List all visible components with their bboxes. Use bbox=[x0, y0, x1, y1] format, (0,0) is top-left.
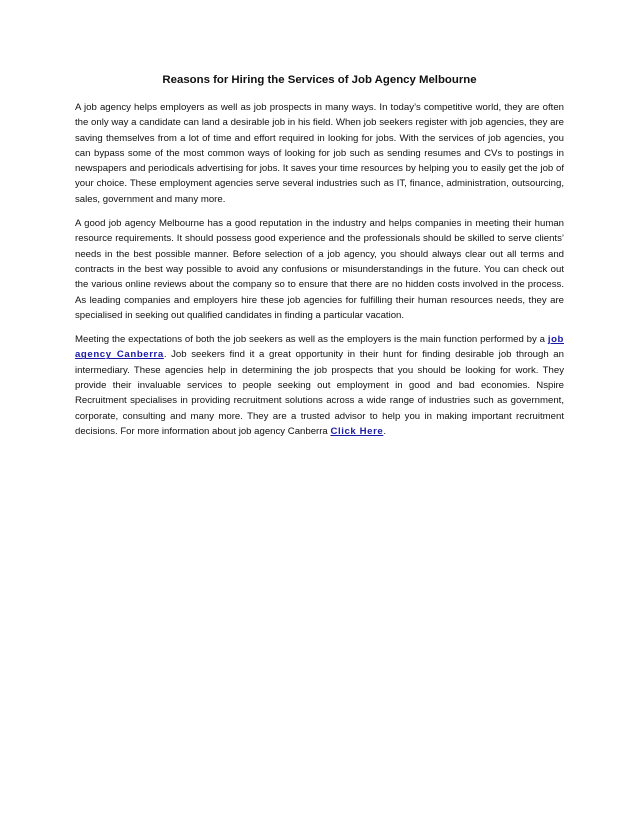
paragraph-2: A good job agency Melbourne has a good reputation in the industry and helps companies in meeting their human resource requirements. It should possess good experience and the professionals should be skilled to serve clients’ needs in the best possible manner. Before selection of a job agency, you should always clear out all terms and contracts in the best way possible to avoid any confusions or misunderstandings in the future. You can check out the various online reviews about the company so to ensure that there are no hidden costs involved in the process. As leading companies and employers hire these job agencies for fulfilling their human resources needs, they are specialised in seeking out qualified candidates in finding a particular vacation. bbox=[75, 218, 564, 321]
document-body bbox=[75, 72, 564, 448]
paragraph-3-text-middle: . Job seekers find it a great opportunity in their hunt for finding desirable job through an intermediary. These agencies help in determining the job prospects that you should be looking for work. They provide their invaluable services to people seeking out employment in good and bad economies. Nspire Recruitment specialises in providing recruitment solutions across a wide range of industries such as government, corporate, consulting and many more. They are a trusted advisor to help you in making important recruitment decisions. For more information about job agency Canberra bbox=[75, 349, 564, 437]
paragraph-1: A job agency helps employers as well as job prospects in many ways. In today’s competitive world, they are often the only way a candidate can land a desirable job in his field. When job seekers register with job agencies, they are saving themselves from a lot of time and effort required in looking for jobs. With the services of job agencies, you can bypass some of the most common ways of looking for job such as sending resumes and CVs to postings in newspapers and periodicals advertising for jobs. It saves your time resources by helping you to easily get the job of your choice. These employment agencies serve several industries such as IT, finance, administration, outsourcing, sales, government and many more. bbox=[75, 102, 564, 205]
paragraph-3-text-end: . bbox=[383, 425, 387, 437]
paragraph-3 bbox=[75, 332, 564, 439]
document-title: Reasons for Hiring the Services of Job Agency Melbourne bbox=[162, 74, 477, 86]
job-agency-canberra-link[interactable]: job agency Canberra bbox=[75, 334, 564, 361]
click-here-link[interactable]: Click Here bbox=[330, 425, 384, 437]
paragraph-3-text-start: Meeting the expectations of both the job seekers as well as the employers is the main function performed by a bbox=[75, 334, 548, 346]
